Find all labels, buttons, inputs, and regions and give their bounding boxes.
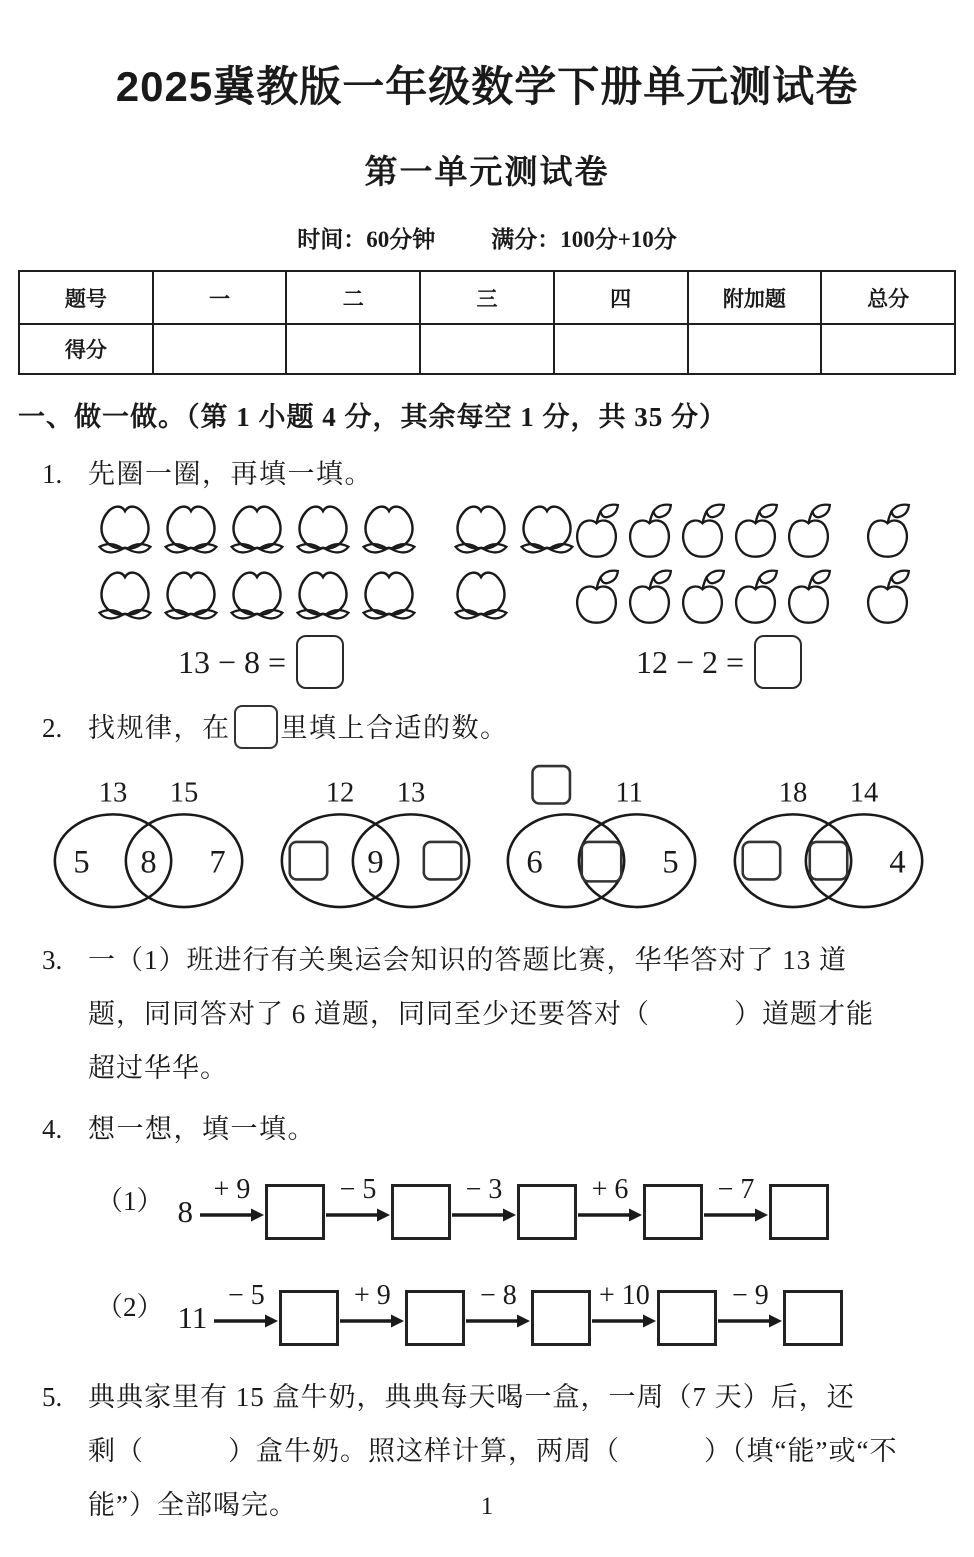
apple-icon [782, 569, 835, 626]
answer-box [265, 1184, 325, 1240]
score-cell [286, 324, 420, 374]
peach-icon [448, 569, 514, 626]
answer-box [657, 1290, 717, 1346]
arrow-icon [465, 1312, 531, 1330]
question-2-text [88, 705, 509, 749]
chain-1-label: （1） [96, 1186, 164, 1216]
venn-number: 4 [889, 844, 906, 881]
full-score: 满分：100分+10分 [491, 227, 677, 252]
operation-arrow [451, 1174, 517, 1224]
answer-box [517, 1184, 577, 1240]
page-title: 2025冀教版一年级数学下册单元测试卷 [115, 63, 859, 110]
chain-2-label: （2） [96, 1292, 164, 1322]
answer-box [423, 842, 460, 879]
question-5-number: 5. [42, 1382, 63, 1412]
apple-icon [729, 503, 782, 560]
fruit-group [570, 503, 835, 560]
fruit-group [861, 569, 914, 626]
question-3-line-2: 题，同同答对了 6 道题，同同至少还要答对（ ）道题才能 [88, 999, 874, 1029]
operation-arrow [703, 1174, 769, 1224]
apple-group-figure [570, 503, 914, 689]
answer-box [531, 1290, 591, 1346]
question-5-line-3: 能”）全部喝完。 [88, 1490, 297, 1520]
fruit-group [92, 503, 422, 560]
peach-icon [356, 569, 422, 626]
answer-box [279, 1290, 339, 1346]
apple-icon [861, 503, 914, 560]
question-4 [42, 1107, 974, 1146]
fruit-group [448, 569, 514, 626]
answer-box [810, 842, 847, 879]
operation-label: + 9 [213, 1174, 251, 1205]
venn-sum-label: 18 [778, 777, 808, 809]
peach-icon [158, 569, 224, 626]
score-cell [688, 324, 822, 374]
operation-label: − 7 [717, 1174, 755, 1205]
operation-arrow [465, 1280, 531, 1330]
question-4-text: 想一想，填一填。 [88, 1114, 316, 1144]
operation-arrow [199, 1174, 265, 1224]
question-1-number: 1. [42, 459, 63, 489]
equation-right [636, 635, 914, 689]
apple-icon [623, 503, 676, 560]
header-part-1: 一 [153, 271, 287, 324]
peach-group-figure [92, 503, 532, 689]
question-4-number: 4. [42, 1114, 63, 1144]
arrow-icon [703, 1206, 769, 1224]
question-5-line-2: 剩（ ）盒牛奶。照这样计算，两周（ ）（填“能”或“不 [88, 1436, 898, 1466]
apple-icon [729, 569, 782, 626]
arrow-icon [213, 1312, 279, 1330]
apple-icon [570, 569, 623, 626]
venn-sum-label: 11 [615, 777, 644, 809]
exam-meta [0, 221, 974, 254]
question-1-text: 先圈一圈，再填一填。 [88, 459, 373, 489]
operation-arrow [591, 1280, 657, 1330]
peach-icon [448, 503, 514, 560]
fruit-row [92, 503, 532, 560]
header-total: 总分 [821, 271, 955, 324]
score-cell [420, 324, 554, 374]
answer-box [296, 635, 344, 689]
apple-icon [676, 569, 729, 626]
score-cell [821, 324, 955, 374]
answer-box [234, 705, 278, 749]
score-row-label: 得分 [19, 324, 153, 374]
venn-sum-label: 15 [169, 777, 199, 809]
peach-icon [92, 503, 158, 560]
score-table-score-row [19, 324, 955, 374]
answer-box [289, 842, 326, 879]
fruit-group [92, 569, 422, 626]
venn-number: 7 [209, 844, 226, 881]
arrow-icon [717, 1312, 783, 1330]
header-part-4: 四 [554, 271, 688, 324]
apple-icon [676, 503, 729, 560]
header-bonus: 附加题 [688, 271, 822, 324]
number-chain-1 [96, 1154, 974, 1252]
score-table-header-row [19, 271, 955, 324]
time-limit: 时间：60分钟 [297, 227, 436, 252]
operation-label: − 9 [731, 1280, 769, 1311]
venn-sum-label: 12 [325, 777, 354, 809]
arrow-icon [339, 1312, 405, 1330]
venn-diagram-2 [271, 759, 483, 919]
peach-icon [92, 569, 158, 626]
peach-icon [356, 503, 422, 560]
arrow-icon [199, 1206, 265, 1224]
fruit-row [570, 503, 914, 560]
question-2-number: 2. [42, 713, 63, 743]
peach-icon [158, 503, 224, 560]
header-question-number: 题号 [19, 271, 153, 324]
operation-label: − 5 [339, 1174, 377, 1205]
venn-number: 6 [526, 844, 543, 881]
score-table [18, 270, 956, 375]
operation-label: − 8 [479, 1280, 517, 1311]
score-cell [153, 324, 287, 374]
question-3-line-3: 超过华华。 [88, 1053, 228, 1083]
operation-label: + 10 [598, 1280, 650, 1311]
operation-arrow [213, 1280, 279, 1330]
operation-arrow [325, 1174, 391, 1224]
operation-arrow [339, 1280, 405, 1330]
peach-icon [290, 569, 356, 626]
peach-icon [224, 569, 290, 626]
equation-right-text: 12 − 2 = [636, 643, 745, 680]
question-3-line-1: 一（1）班进行有关奥运会知识的答题比赛，华华答对了 13 道 [88, 945, 847, 975]
venn-number: 8 [140, 844, 157, 881]
arrow-icon [451, 1206, 517, 1224]
unit-subtitle: 第一单元测试卷 [364, 153, 610, 190]
answer-box [743, 842, 780, 879]
apple-icon [782, 503, 835, 560]
answer-box [769, 1184, 829, 1240]
number-chain-2 [96, 1260, 974, 1358]
fruit-group [861, 503, 914, 560]
venn-diagram-3 [497, 759, 709, 919]
apple-icon [570, 503, 623, 560]
peach-icon [224, 503, 290, 560]
venn-number: 5 [73, 844, 90, 881]
question-5-line-1: 典典家里有 15 盒牛奶，典典每天喝一盒，一周（7 天）后，还 [88, 1382, 855, 1412]
chain-2-start-number: 11 [177, 1300, 208, 1335]
fruit-row [570, 569, 914, 626]
venn-diagram-1 [44, 759, 256, 919]
arrow-icon [325, 1206, 391, 1224]
answer-box [582, 842, 621, 881]
venn-sum-label: 13 [98, 777, 128, 809]
answer-box [533, 766, 570, 803]
fruit-row [92, 569, 532, 626]
fruit-group [570, 569, 835, 626]
answer-box [391, 1184, 451, 1240]
question-3-number: 3. [42, 945, 63, 975]
question-3-text [88, 933, 874, 1095]
operation-arrow [577, 1174, 643, 1224]
apple-rows [570, 503, 914, 626]
venn-number: 5 [662, 844, 679, 881]
score-cell [554, 324, 688, 374]
arrow-icon [591, 1312, 657, 1330]
question-2-figure [44, 759, 936, 919]
answer-box [405, 1290, 465, 1346]
answer-box [754, 635, 802, 689]
question-1 [42, 452, 974, 491]
venn-number: 9 [367, 844, 384, 881]
question-2 [42, 705, 974, 749]
operation-arrow [717, 1280, 783, 1330]
question-3 [42, 933, 974, 1095]
header-part-2: 二 [286, 271, 420, 324]
operation-label: − 3 [465, 1174, 503, 1205]
page-number: 1 [480, 1493, 494, 1520]
answer-box [643, 1184, 703, 1240]
equation-left [178, 635, 532, 689]
operation-label: + 6 [591, 1174, 629, 1205]
chain-1-start-number: 8 [177, 1194, 193, 1229]
apple-icon [623, 569, 676, 626]
fruit-group [448, 503, 580, 560]
apple-icon [861, 569, 914, 626]
venn-diagram-4 [724, 759, 936, 919]
answer-box [783, 1290, 843, 1346]
operation-label: − 5 [227, 1280, 265, 1311]
section-1-heading: 一、做一做。（第 1 小题 4 分，其余每空 1 分，共 35 分） [18, 402, 727, 432]
arrow-icon [577, 1206, 643, 1224]
peach-rows [92, 503, 532, 626]
peach-icon [290, 503, 356, 560]
venn-sum-label: 14 [849, 777, 879, 809]
equation-left-text: 13 − 8 = [178, 643, 287, 680]
header-part-3: 三 [420, 271, 554, 324]
venn-sum-label: 13 [396, 777, 425, 809]
question-1-figure [0, 503, 974, 689]
question-2-text-before: 找规律，在 [88, 713, 231, 743]
operation-label: + 9 [353, 1280, 391, 1311]
question-2-text-after: 里填上合适的数。 [280, 713, 509, 743]
